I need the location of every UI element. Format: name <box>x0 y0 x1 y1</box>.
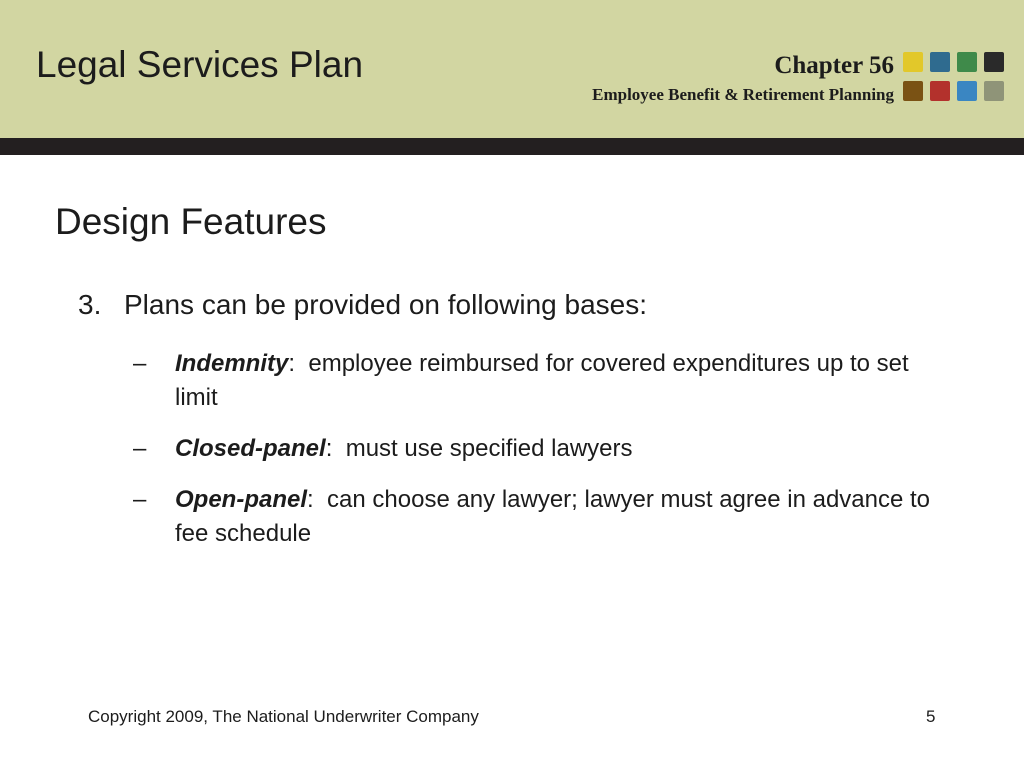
swatch-7 <box>957 81 977 101</box>
header-divider-bar <box>0 138 1024 155</box>
chapter-label: Chapter 56 <box>774 52 894 79</box>
list-item-body <box>175 432 935 466</box>
term-colon: : <box>307 486 314 513</box>
footer-copyright: Copyright 2009, The National Underwriter Company <box>88 707 479 726</box>
color-swatch-logo <box>903 52 1007 104</box>
term-description: must use specified lawyers <box>345 435 633 462</box>
list-item-body <box>175 483 935 551</box>
section-title: Design Features <box>55 201 327 242</box>
numbered-point <box>78 289 647 321</box>
dash-bullet: – <box>133 486 147 513</box>
list-item-body <box>175 347 935 415</box>
page-number: 5 <box>926 707 936 726</box>
deck-title: Legal Services Plan <box>36 44 364 85</box>
dash-bullet: – <box>133 435 147 462</box>
header-band <box>0 0 1024 138</box>
term-label: Open-panel <box>175 486 308 513</box>
swatch-3 <box>957 52 977 72</box>
swatch-8 <box>984 81 1004 101</box>
term-colon: : <box>325 435 333 462</box>
swatch-1 <box>903 52 923 72</box>
term-label: Indemnity <box>175 350 289 377</box>
swatch-4 <box>984 52 1004 72</box>
point-text: Plans can be provided on following bases: <box>124 289 648 320</box>
term-description: employee reimbursed for covered expenditures up to set limit <box>175 350 909 411</box>
term-description: can choose any lawyer; lawyer must agree in advance to fee schedule <box>175 486 931 547</box>
swatch-2 <box>930 52 950 72</box>
term-colon: : <box>288 350 296 377</box>
book-title: Employee Benefit & Retirement Planning <box>592 85 894 104</box>
swatch-6 <box>930 81 950 101</box>
swatch-5 <box>903 81 923 101</box>
term-label: Closed-panel <box>175 435 326 462</box>
dash-bullet: – <box>133 350 147 377</box>
point-number: 3. <box>78 289 102 320</box>
